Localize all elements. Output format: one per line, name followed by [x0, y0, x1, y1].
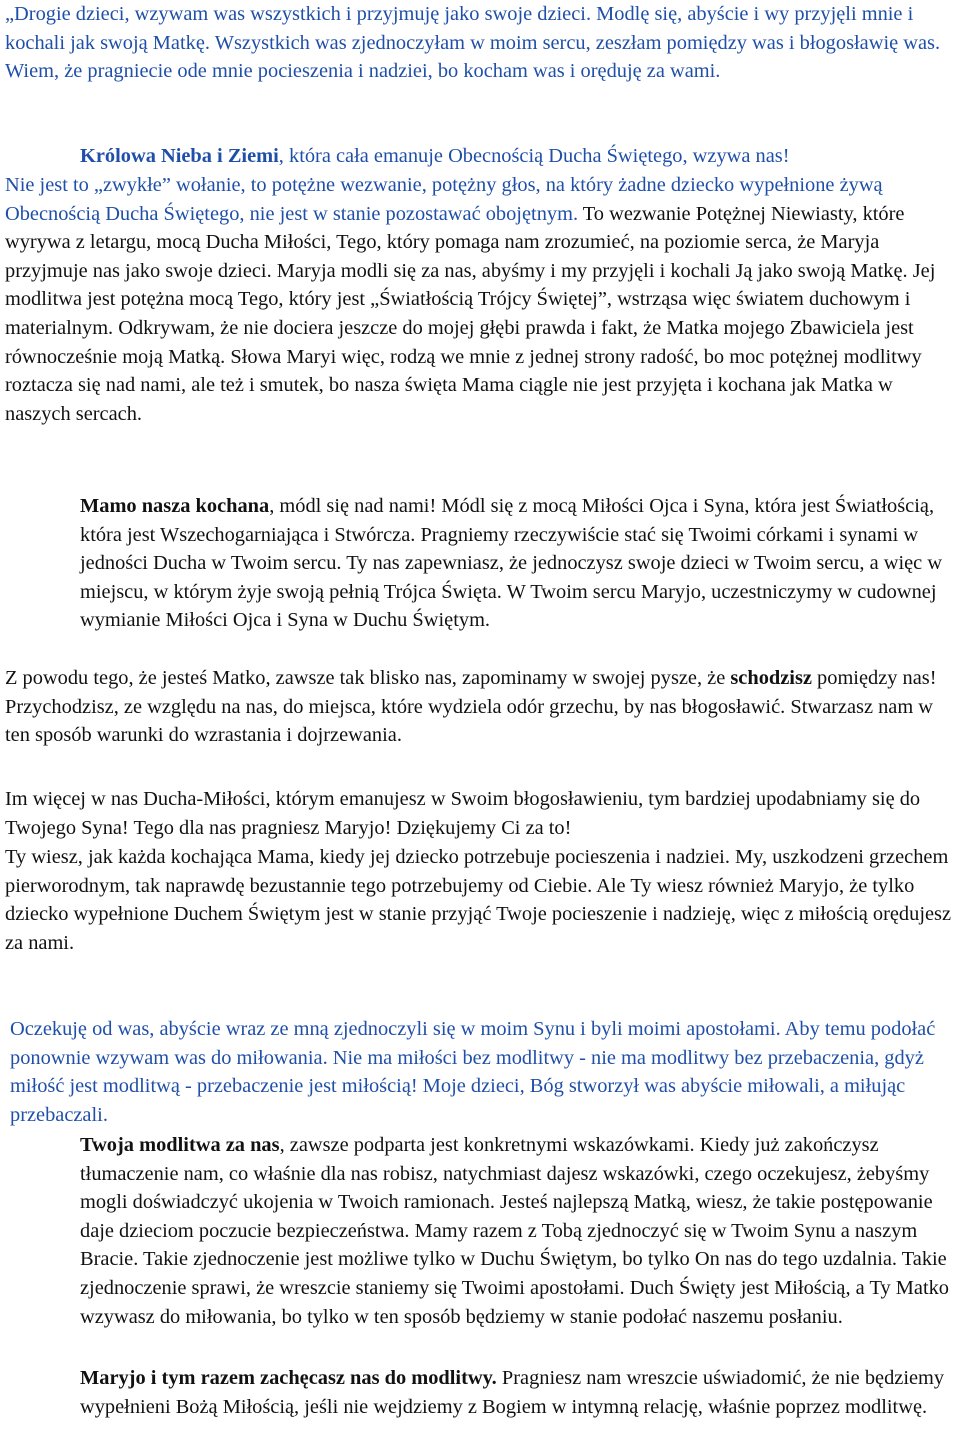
commentary-paragraph-6 — [5, 1131, 953, 1331]
bold-heading-twoja: Twoja modlitwa za nas — [80, 1134, 280, 1156]
body-text: , zawsze podparta jest konkretnymi wskazówkami. Kiedy już zakończysz tłumaczenie nam, co właśnie dla nas robisz, natychmiast dajesz wskazówki, czego oczekujesz, żebyśmy mogli doświadczyć ukojenia w Twoich ramionach. Jesteś najlepszą Matką, wiesz, że takie postępowanie daje dzieciom poczucie bezpieczeństwa. Mamy razem z Tobą zjednoczyć się w Twoim Synu a naszym Bracie. Takie zjednoczenie jest możliwe tylko w Duchu Świętym, bo tylko On nas do tego uzdalnia. Takie zjednoczenie sprawi, że wreszcie staniemy się Twoimi apostołami. Duch Święty jest Miłością, a Ty Matko wzywasz do miłowania, bo tylko w ten sposób będziemy w stanie podołać naszemu posłaniu. — [80, 1134, 949, 1328]
quote-paragraph-1: „Drogie dzieci, wzywam was wszystkich i przyjmuję jako swoje dzieci. Modlę się, abyście i wy przyjęli mnie i kochali jak swoją Matkę. Wszystkich was zjednoczyłam w moim sercu, zeszłam pomiędzy was i błogosławię was. Wiem, że pragniecie ode mnie pocieszenia i nadziei, bo kocham was i oręduję za wami. — [5, 3, 941, 83]
body-text: To wezwanie Potężnej Niewiasty, które wyrywa z letargu, mocą Ducha Miłości, Tego, który pomaga nam zrozumieć, na poziomie serca, że Maryja przyjmuje nas jako swoje dzieci. Maryja modli się za nas, abyśmy i my przyjęli i kochali Ją jako swoją Matkę. Jej modlitwa jest potężna mocą Tego, który jest „Światłością Trójcy Świętej”, wstrząsa więc światem duchowym i materialnym. Odkrywam, że nie dociera jeszcze do mojej głębi prawda i fakt, że Matka mojego Zbawiciela jest równocześnie moją Matką. Słowa Maryi więc, rodzą we mnie z jednej strony radość, bo moc potężnej modlitwy roztacza się nad nami, ale też i smutek, bo nasza święta Mama ciągle nie jest przyjęta i kochana jak Matka w naszych sercach. — [5, 202, 936, 425]
blue-text-span: , która cała emanuje Obecnością Ducha Świętego, wzywa nas! — [278, 145, 790, 167]
commentary-paragraph-1-cont — [5, 171, 953, 428]
commentary-paragraph-3 — [5, 664, 953, 750]
body-text: pomiędzy nas! Przychodzisz, ze względu na nas, do miejsca, które wydziela odór grzechu, by nas błogosławić. Stwarzasz nam w ten sposób warunki do wzrastania i dojrzewania. — [5, 667, 937, 747]
bold-word-schodzisz: schodzisz — [730, 667, 812, 689]
commentary-paragraph-1 — [5, 142, 957, 171]
commentary-paragraph-4: Im więcej w nas Ducha-Miłości, którym emanujesz w Swoim błogosławieniu, tym bardziej upodabniamy się do Twojego Syna! Tego dla nas pragniesz Maryjo! Dziękujemy Ci za to! — [5, 788, 921, 839]
commentary-paragraph-2 — [5, 492, 953, 635]
quote-paragraph-2: Oczekuję od was, abyście wraz ze mną zjednoczyli się w moim Synu i byli moimi apostołami. Aby temu podołać ponownie wzywam was do miłowania. Nie ma miłości bez modlitwy - nie ma modlitwy bez przebaczenia, gdyż miłość jest modlitwą - przebaczenie jest miłością! Moje dzieci, Bóg stworzył was abyście miłowali, a miłując przebaczali. — [10, 1018, 936, 1126]
blue-sentence: Nie jest to „zwykłe” wołanie, to potężne wezwanie, potężny głos, na który żadne dziecko wypełnione żywą Obecnością Ducha Świętego, nie jest w stanie pozostawać obojętnym. — [5, 174, 883, 225]
body-text: , módl się nad nami! Módl się z mocą Miłości Ojca i Syna, która jest Światłością, która jest Wszechogarniająca i Stwórcza. Pragniemy rzeczywiście stać się Twoimi córkami i synami w jedności Ducha w Twoim sercu. Ty nas zapewniasz, że jednoczysz swoje dzieci w Twoim sercu, a więc w miejscu, w którym żyje swoją pełnią Trójca Święta. W Twoim sercu Maryjo, uczestniczymy w cudownej wymianie Miłości Ojca i Syna w Duchu Świętym. — [80, 495, 943, 632]
bold-heading-mamo: Mamo nasza kochana — [80, 495, 270, 517]
bold-heading-maryjo: Maryjo i tym razem zachęcasz nas do modlitwy. — [80, 1367, 497, 1389]
commentary-paragraph-5: Ty wiesz, jak każda kochająca Mama, kiedy jej dziecko potrzebuje pocieszenia i nadziei. My, uszkodzeni grzechem pierworodnym, tak naprawdę bezustannie tego potrzebujemy od Ciebie. Ale Ty wiesz również Maryjo, że tylko dziecko wypełnione Duchem Świętym jest w stanie przyjąć Twoje pocieszenie i nadzieję, więc z miłością orędujesz za nami. — [5, 846, 952, 954]
body-text: Z powodu tego, że jesteś Matko, zawsze tak blisko nas, zapominamy w swojej pysze, że — [5, 667, 731, 689]
body-text: Pragniesz nam wreszcie uświadomić, że nie będziemy wypełnieni Bożą Miłością, jeśli nie wejdziemy z Bogiem w intymną relację, właśnie poprzez modlitwę. — [80, 1367, 945, 1418]
commentary-paragraph-7 — [5, 1364, 953, 1421]
bold-heading-queen: Królowa Nieba i Ziemi — [80, 145, 279, 167]
